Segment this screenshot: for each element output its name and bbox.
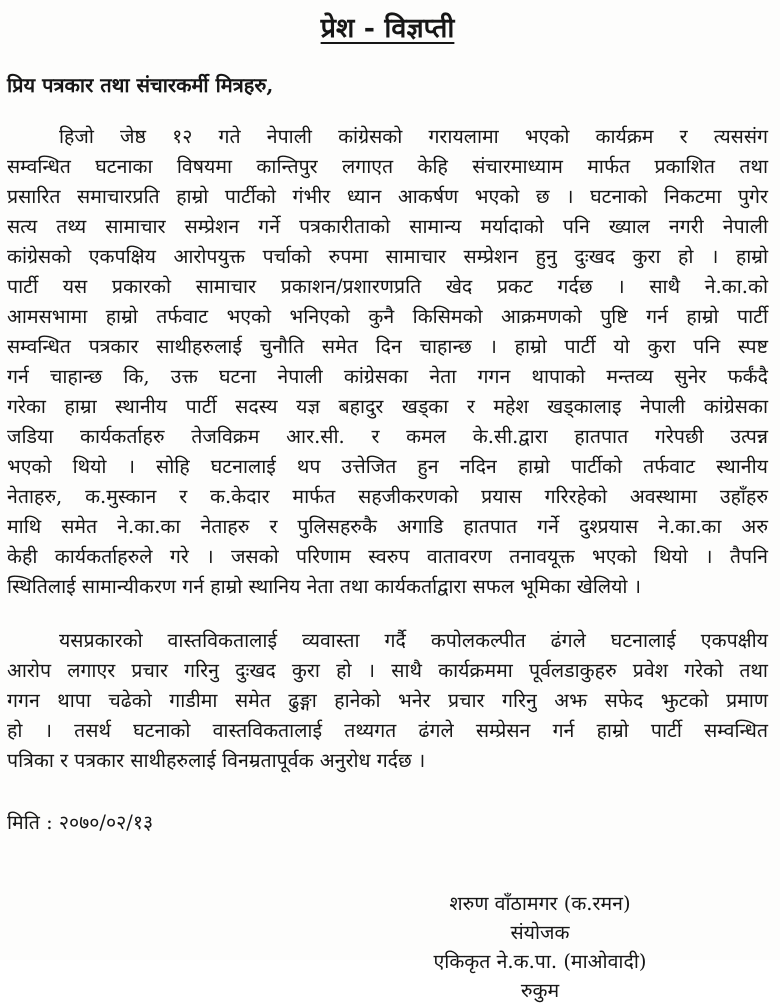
salutation: प्रिय पत्रकार तथा संचारकर्मी मित्रहरु, bbox=[7, 73, 274, 97]
text-line: गरेका हाम्रा स्थानीय पार्टी सदस्य यज्ञ बहादुर खड्का र महेश खड्कालाइ नेपाली कांग्रेसका bbox=[7, 395, 768, 418]
text-line: भएको थियो । सोहि घटनालाई थप उत्तेजित हुन नदिन हाम्रो पार्टीको तर्फवाट स्थानीय bbox=[7, 455, 768, 478]
text-line: हो । तसर्थ घटनाको वास्तविकतालाई तथ्यगत ढंगले सम्प्रेसन गर्न हाम्रो पार्टी सम्वन्धित bbox=[7, 719, 768, 742]
text-line: पार्टी यस प्रकारको सामाचार प्रकाशन/प्रशारणप्रति खेद प्रकट गर्दछ । साथै ने.का.को bbox=[7, 275, 768, 298]
text-line: जडिया कार्यकर्ताहरु तेजविक्रम आर.सी. र कमल के.सी.द्वारा हातपात गरेपछी उत्पन्न bbox=[7, 425, 768, 448]
signatory-name: शरुण वाँठामगर (क.रमन) bbox=[449, 892, 631, 915]
text-line: हिजो जेष्ठ १२ गते नेपाली कांग्रेसको गरायलामा भएको कार्यक्रम र त्यससंग bbox=[59, 125, 768, 148]
text-line: सम्वन्धित पत्रकार साथीहरुलाई चुनौति समेत दिन चाहान्छ । हाम्रो पार्टी यो कुरा पनि स्पष्ट bbox=[7, 335, 768, 358]
date-line: मिति : २०७०/०२/१३ bbox=[7, 811, 154, 834]
body-paragraph-2 bbox=[7, 626, 768, 776]
signature-block bbox=[340, 889, 740, 1005]
text-line: स्थितिलाई सामान्यीकरण गर्न हाम्रो स्थानिय नेता तथा कार्यकर्ताद्वारा सफल भूमिका खेलियो । bbox=[7, 575, 642, 598]
text-line: माथि समेत ने.का.का नेताहरु र पुलिसहरुकै अगाडि हातपात गर्ने दुश्प्रयास ने.का.का अरु bbox=[7, 515, 768, 538]
text-line: केही कार्यकर्ताहरुले गरे । जसको परिणाम स्वरुप वातावरण तनावयूक्त भएको थियो । तैपनि bbox=[7, 545, 768, 568]
signatory-organization: एकिकृत ने.क.पा. (माओवादी) bbox=[433, 950, 647, 973]
text-line: सम्वन्धित घटनाका विषयमा कान्तिपुर लगाएत केहि संचारमाध्याम मार्फत प्रकाशित तथा bbox=[7, 155, 768, 178]
document-title-text: प्रेश - विज्ञप्ती bbox=[320, 13, 455, 44]
text-line: सत्य तथ्य सामाचार सम्प्रेशन गर्ने पत्रकारीताको सामान्य मर्यादाको पनि ख्याल नगरी नेपाली bbox=[7, 215, 768, 238]
document-title bbox=[7, 8, 768, 45]
text-line: नेताहरु, क.मुस्कान र क.केदार मार्फत सहजीकरणको प्रयास गरिरहेको अवस्थामा उहाँहरु bbox=[7, 485, 768, 508]
body-paragraph-1 bbox=[7, 122, 768, 602]
text-line: पत्रिका र पत्रकार साथीहरुलाई विनम्रतापूर्वक अनुरोध गर्दछ । bbox=[7, 749, 426, 772]
text-line: आरोप लगाएर प्रचार गरिनु दुःखद कुरा हो । साथै कार्यक्रममा पूर्वलडाकुहरु प्रवेश गरेको तथा bbox=[7, 659, 768, 682]
text-line: कांग्रेसको एकपक्षिय आरोपयुक्त पर्चाको रुपमा सामाचार सम्प्रेशन हुनु दुःखद कुरा हो । हाम्रो bbox=[7, 245, 768, 268]
text-line: प्रसारित समाचारप्रति हाम्रो पार्टीको गंभीर ध्यान आकर्षण भएको छ । घटनाको निकटमा पुगेर bbox=[7, 185, 768, 208]
text-line: आमसभामा हाम्रो तर्फवाट भएको भनिएको कुनै किसिमको आक्रमणको पुष्टि गर्न हाम्रो पार्टी bbox=[7, 305, 768, 328]
text-line: यसप्रकारको वास्तविकतालाई व्यवास्ता गर्दै कपोलकल्पीत ढंगले घटनालाई एकपक्षीय bbox=[59, 629, 768, 652]
signatory-place: रुकुम bbox=[520, 979, 560, 1002]
text-line: गगन थापा चढेको गाडीमा समेत ढुङ्गा हानेको भनेर प्रचार गरिनु अझ सफेद झुटको प्रमाण bbox=[7, 689, 768, 712]
signatory-role: संयोजक bbox=[510, 921, 570, 944]
text-line: गर्न चाहान्छ कि, उक्त घटना नेपाली कांग्रेसका नेता गगन थापाको मन्तव्य सुनेर फर्कंदै bbox=[7, 365, 768, 388]
